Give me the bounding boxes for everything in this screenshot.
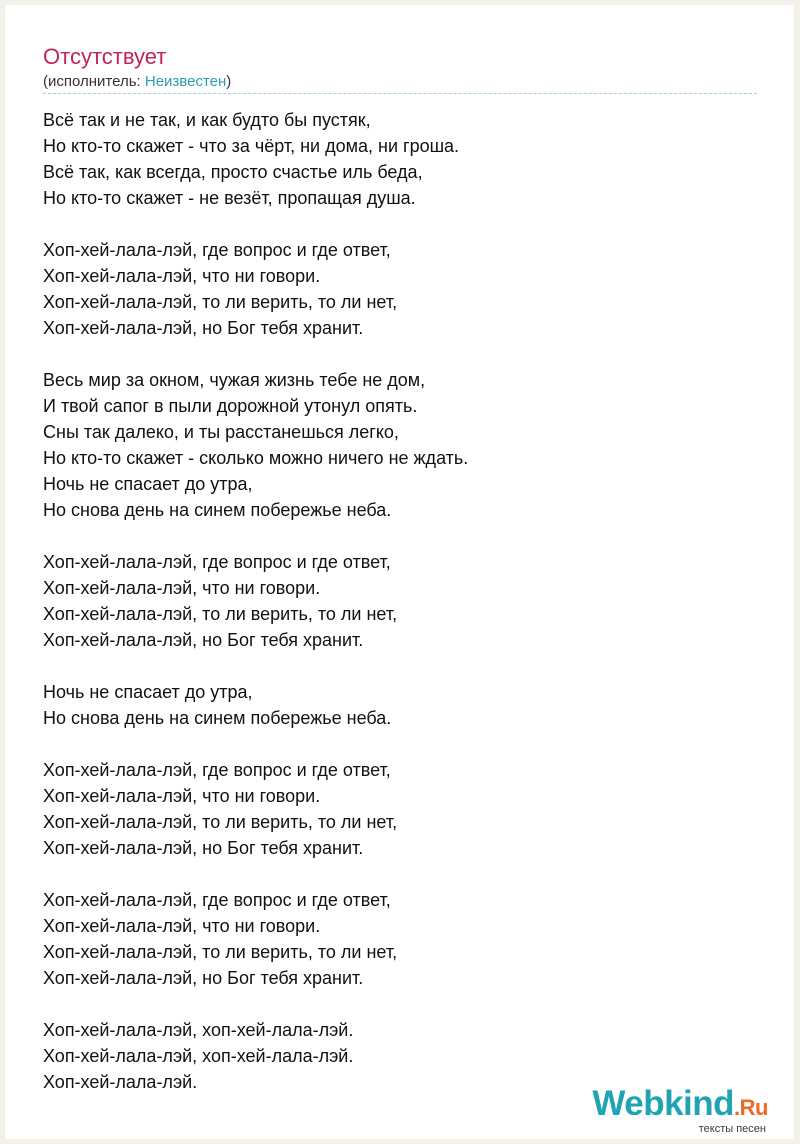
stanza-break (43, 341, 763, 367)
lyric-line: Хоп-хей-лала-лэй, что ни говори. (43, 786, 321, 806)
lyric-line: Ночь не спасает до утра, (43, 474, 253, 494)
lyric-line: Хоп-хей-лала-лэй, хоп-хей-лала-лэй. (43, 1020, 354, 1040)
lyric-line: Хоп-хей-лала-лэй, где вопрос и где ответ, (43, 890, 391, 910)
lyric-line: Хоп-хей-лала-лэй, то ли верить, то ли нет, (43, 942, 398, 962)
lyric-line: Хоп-хей-лала-лэй, где вопрос и где ответ, (43, 552, 391, 572)
artist-suffix: ) (226, 73, 232, 90)
lyric-line: Всё так и не так, и как будто бы пустяк, (43, 110, 371, 130)
lyric-line: Хоп-хей-лала-лэй, что ни говори. (43, 916, 321, 936)
site-logo[interactable] (592, 1086, 768, 1135)
lyric-line: Но кто-то скажет - что за чёрт, ни дома, ни гроша. (43, 136, 460, 156)
stanza-break (43, 523, 763, 549)
logo-wordmark (592, 1086, 768, 1126)
lyric-line: Но кто-то скажет - сколько можно ничего не ждать. (43, 448, 469, 468)
lyric-line: Но снова день на синем побережье неба. (43, 500, 392, 520)
song-title: Отсутствует (43, 44, 167, 69)
lyric-line: Хоп-хей-лала-лэй, что ни говори. (43, 578, 321, 598)
lyric-line: Хоп-хей-лала-лэй, где вопрос и где ответ, (43, 240, 391, 260)
logo-name: Webkind (592, 1084, 735, 1123)
stanza-break (43, 991, 763, 1017)
dotted-divider (43, 93, 757, 94)
lyric-line: Хоп-хей-лала-лэй, но Бог тебя хранит. (43, 318, 364, 338)
lyric-line: Хоп-хей-лала-лэй, где вопрос и где ответ, (43, 760, 391, 780)
lyrics-text (43, 107, 763, 1095)
artist-link[interactable]: Неизвестен (144, 73, 227, 90)
lyric-line: Хоп-хей-лала-лэй, то ли верить, то ли нет, (43, 292, 398, 312)
lyric-line: Хоп-хей-лала-лэй, то ли верить, то ли нет, (43, 604, 398, 624)
artist-prefix: (исполнитель: (43, 73, 145, 90)
lyric-line: Хоп-хей-лала-лэй, то ли верить, то ли нет, (43, 812, 398, 832)
lyric-line: И твой сапог в пыли дорожной утонул опять. (43, 396, 418, 416)
lyric-line: Сны так далеко, и ты расстанешься легко, (43, 422, 399, 442)
lyric-line: Но кто-то скажет - не везёт, пропащая душа. (43, 188, 416, 208)
lyric-line: Хоп-хей-лала-лэй. (43, 1072, 198, 1092)
lyric-line: Всё так, как всегда, просто счастье иль беда, (43, 162, 423, 182)
logo-tld: .Ru (734, 1095, 768, 1120)
lyric-line: Но снова день на синем побережье неба. (43, 708, 392, 728)
stanza-break (43, 653, 763, 679)
lyric-line: Хоп-хей-лала-лэй, что ни говори. (43, 266, 321, 286)
stanza-break (43, 861, 763, 887)
logo-tagline: тексты песен (698, 1123, 766, 1135)
lyric-line: Хоп-хей-лала-лэй, хоп-хей-лала-лэй. (43, 1046, 354, 1066)
stanza-break (43, 211, 763, 237)
lyric-line: Весь мир за окном, чужая жизнь тебе не дом, (43, 370, 426, 390)
lyrics-sheet (5, 5, 794, 1139)
lyric-line: Хоп-хей-лала-лэй, но Бог тебя хранит. (43, 838, 364, 858)
lyric-line: Хоп-хей-лала-лэй, но Бог тебя хранит. (43, 968, 364, 988)
lyric-line: Ночь не спасает до утра, (43, 682, 253, 702)
lyric-line: Хоп-хей-лала-лэй, но Бог тебя хранит. (43, 630, 364, 650)
stanza-break (43, 731, 763, 757)
artist-line (43, 72, 231, 92)
